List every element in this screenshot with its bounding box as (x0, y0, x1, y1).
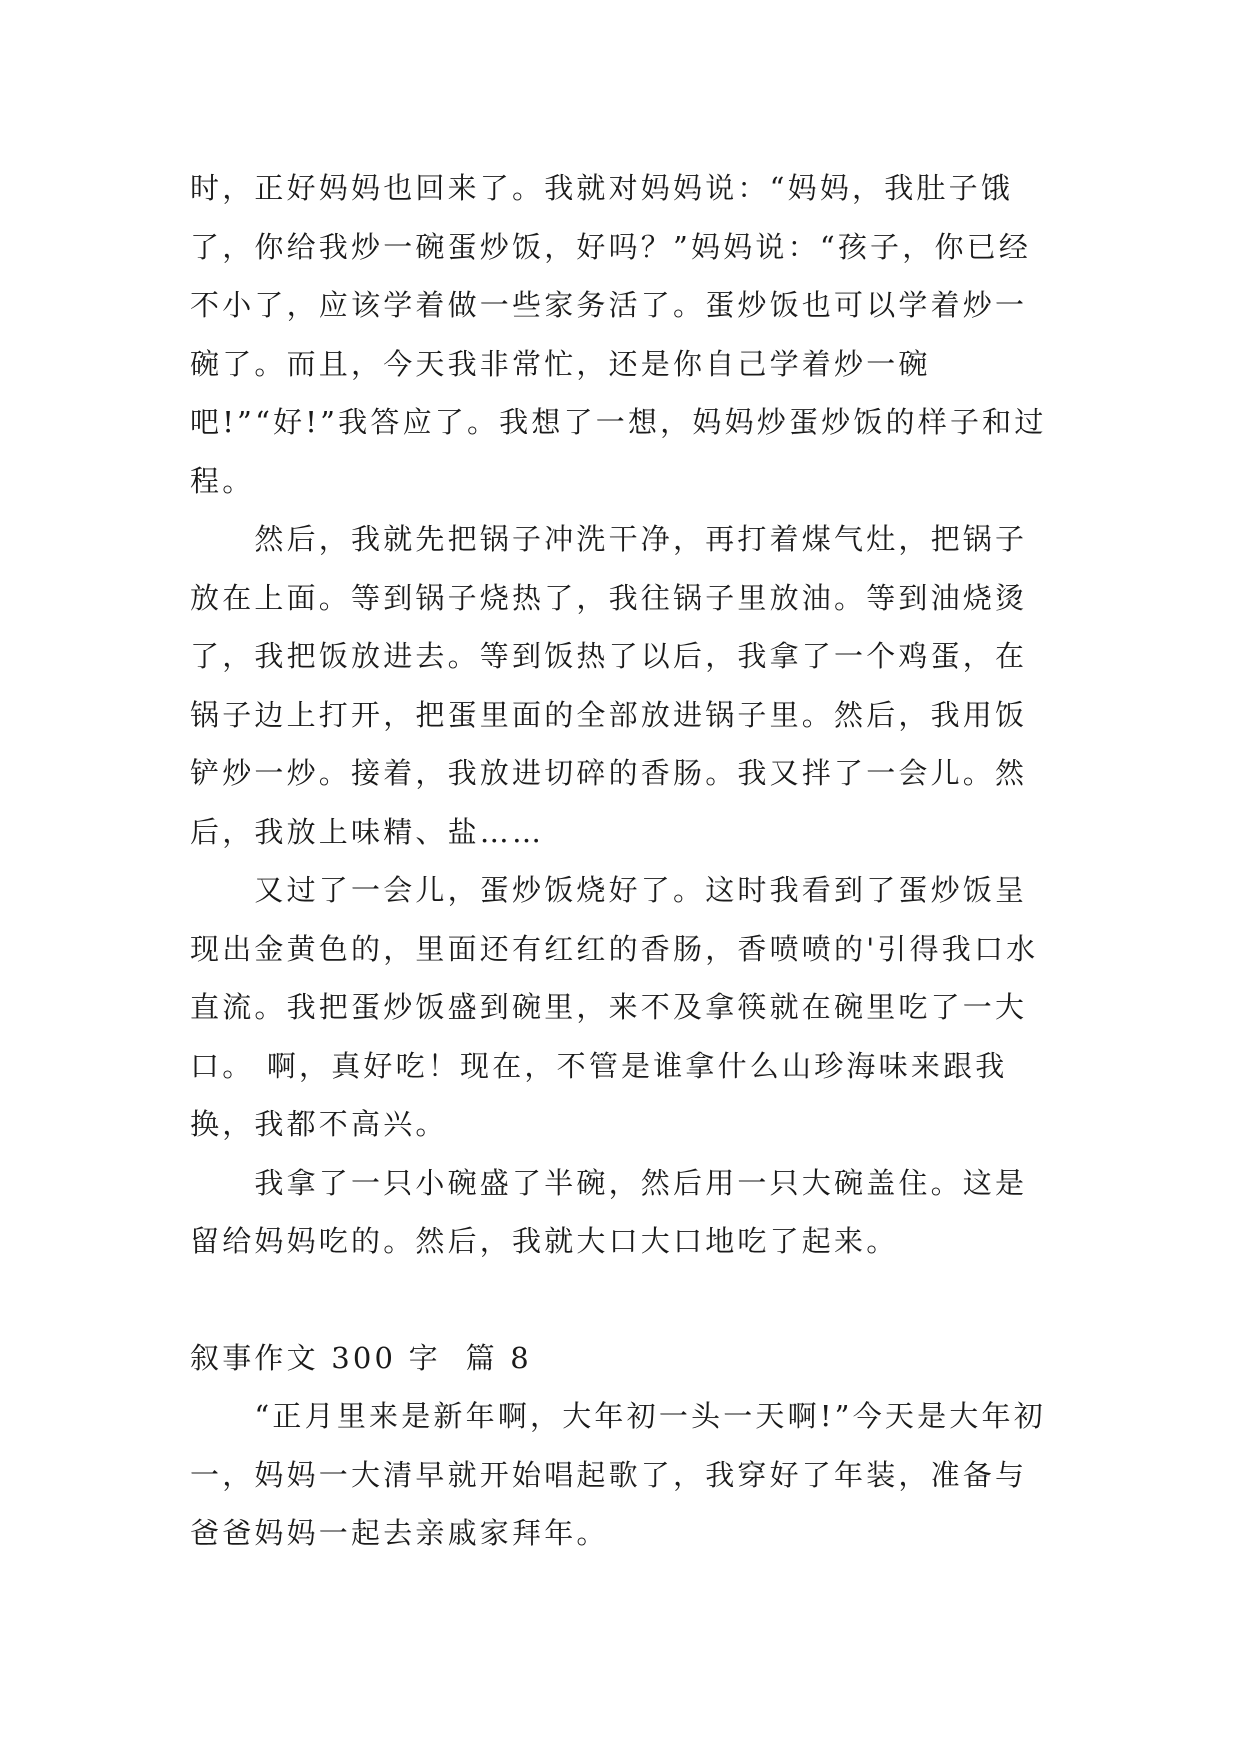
paragraph: 我拿了一只小碗盛了半碗，然后用一只大碗盖住。这是留给妈妈吃的。然后，我就大口大口地吃了起来。 (190, 1165, 1028, 1258)
section-heading: 叙事作文 300 字 篇 8 (190, 1340, 532, 1375)
paragraph: “正月里来是新年啊，大年初一头一天啊!”今天是大年初一，妈妈一大清早就开始唱起歌了，我穿好了年装，准备与爸爸妈妈一起去亲戚家拜年。 (190, 1399, 1046, 1550)
paragraph: 时，正好妈妈也回来了。我就对妈妈说：“妈妈，我肚子饿了，你给我炒一碗蛋炒饭，好吗？”妈妈说：“孩子，你已经不小了，应该学着做一些家务活了。蛋炒饭也可以学着炒一碗了。而且，今天我非常忙，还是你自己学着炒一碗吧!”“好!”我答应了。我想了一想，妈妈炒蛋炒饭的样子和过程。 (190, 171, 1047, 498)
paragraph: 然后，我就先把锅子冲洗干净，再打着煤气灶，把锅子放在上面。等到锅子烧热了，我往锅子里放油。等到油烧烫了，我把饭放进去。等到饭热了以后，我拿了一个鸡蛋，在锅子边上打开，把蛋里面的全部放进锅子里。然后，我用饭铲炒一炒。接着，我放进切碎的香肠。我又拌了一会儿。然后，我放上味精、盐…… (190, 522, 1028, 849)
document-body (190, 159, 1050, 1563)
paragraph: 又过了一会儿，蛋炒饭烧好了。这时我看到了蛋炒饭呈现出金黄色的，里面还有红红的香肠，香喷喷的'引得我口水直流。我把蛋炒饭盛到碗里，来不及拿筷就在碗里吃了一大口。 啊，真好吃！现在，不管是谁拿什么山珍海味来跟我换，我都不高兴。 (190, 873, 1039, 1141)
